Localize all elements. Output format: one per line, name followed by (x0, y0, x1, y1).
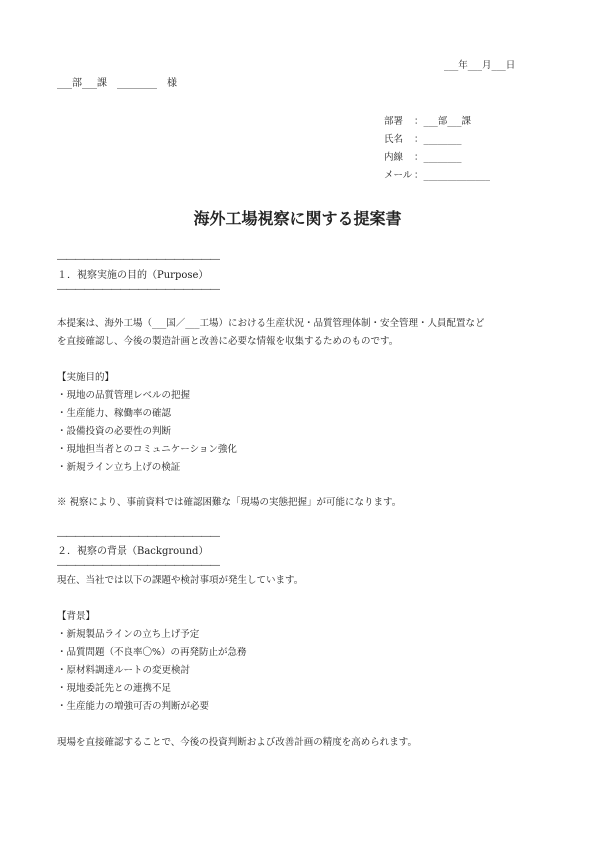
list-item: ・原材料調達ルートの変更検討 (57, 665, 191, 676)
extension-label: 内線 (384, 152, 404, 163)
section2-heading: ２．視察の背景（Background） (57, 546, 209, 557)
name-label: 氏名 (384, 134, 404, 145)
section2-closing: 現場を直接確認することで、今後の投資判断および改善計画の精度を高められます。 (57, 737, 418, 748)
section2-intro: 現在、当社では以下の課題や検討事項が発生しています。 (57, 575, 304, 586)
department-label: 部署 (384, 116, 404, 127)
list-item: ・生産能力、稼働率の確認 (57, 408, 172, 419)
list-item: ・新規製品ラインの立ち上げ予定 (57, 629, 200, 640)
list-item: ・生産能力の増強可否の判断が必要 (57, 701, 210, 712)
list-item: ・現地委託先との連携不足 (57, 683, 172, 694)
date-line: ___年___月___日 (444, 60, 516, 71)
department-value: ：___部___課 (414, 116, 472, 127)
section1-rule-top: ―――――――――――――――――― (57, 254, 219, 265)
list-item: ・新規ライン立ち上げの検証 (57, 462, 181, 473)
background-list-heading: 【背景】 (57, 611, 96, 622)
section1-rule-bottom: ―――――――――――――――――― (57, 284, 219, 295)
purpose-list-heading: 【実施目的】 (57, 372, 115, 383)
section1-paragraph-line2: を直接確認し、今後の製造計画と改善に必要な情報を収集するためのものです。 (57, 336, 399, 347)
section2-rule-top: ―――――――――――――――――― (57, 531, 219, 542)
email-value: ：______________ (414, 170, 491, 181)
recipient-line: ___部___課 ________ 様 (57, 78, 177, 89)
list-item: ・設備投資の必要性の判断 (57, 426, 172, 437)
email-label: メール (384, 170, 413, 181)
section1-paragraph-line1: 本提案は、海外工場（___国／___工場）における生産状況・品質管理体制・安全管理・人員配置など (57, 318, 485, 329)
section1-heading: １．視察実施の目的（Purpose） (57, 270, 209, 281)
name-value: ：________ (414, 134, 462, 145)
list-item: ・現地の品質管理レベルの把握 (57, 390, 191, 401)
list-item: ・現地担当者とのコミュニケーション強化 (57, 444, 237, 455)
page-title: 海外工場視察に関する提案書 (193, 209, 402, 228)
section2-rule-bottom: ―――――――――――――――――― (57, 560, 219, 571)
list-item: ・品質問題（不良率〇%）の再発防止が急務 (57, 647, 247, 658)
extension-value: ：________ (414, 152, 462, 163)
section1-note: ※ 視察により、事前資料では確認困難な「現場の実態把握」が可能になります。 (57, 497, 402, 508)
